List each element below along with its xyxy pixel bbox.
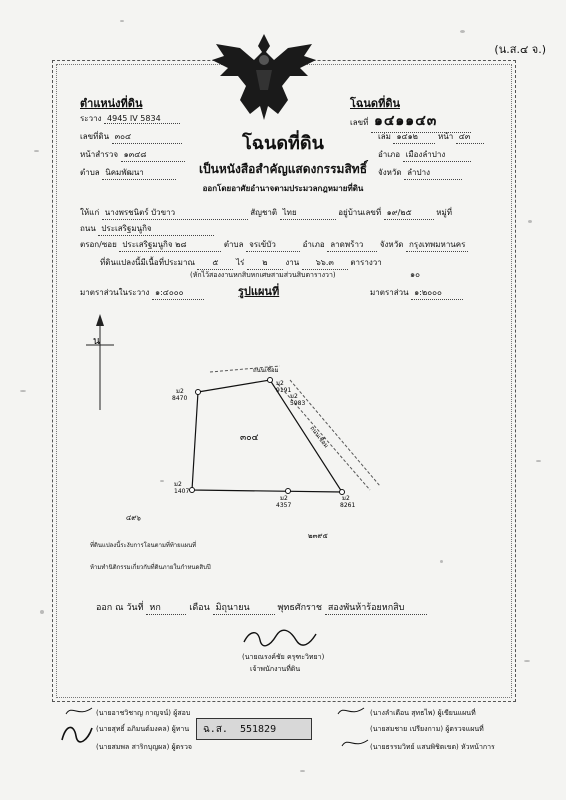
book-label: เล่ม: [378, 132, 391, 141]
area-ngan: ๒: [247, 256, 283, 270]
house-value: ๑๙/๒๕: [384, 206, 434, 220]
scale-right-label: มาตราส่วน: [370, 288, 409, 297]
marker-code: ม2: [174, 481, 182, 488]
marker-number: 4357: [276, 502, 292, 509]
area-decimal: ๑๐: [410, 270, 420, 279]
marker-pin: [268, 378, 273, 383]
land-no-label: เลขที่ดิน: [80, 132, 110, 141]
amphoe-label: อำเภอ: [378, 150, 401, 159]
area-rai: ๕: [197, 256, 233, 270]
owner-province-value: กรุงเทพมหานคร: [406, 238, 468, 252]
document-title: โฉนดที่ดิน: [242, 133, 324, 154]
road-value: ประเสริฐมนูกิจ: [98, 222, 214, 236]
signature-scribble: [340, 736, 370, 750]
signer-right-3: [370, 742, 495, 753]
signer-left-2: [96, 724, 189, 735]
signer-role: ผู้เขียนแผนที่: [437, 709, 476, 717]
neighbor-right: ๒๓๙๕: [308, 532, 328, 540]
issue-year: สองพันห้าร้อยหกสิบ: [325, 600, 427, 615]
issue-month: มิถุนายน: [213, 600, 275, 615]
signer-name: (นายสมพล สาริกบุญผล): [96, 743, 170, 751]
issue-day: หก: [146, 600, 186, 615]
area-wa-label: ตารางวา: [350, 258, 382, 267]
road-label: ถนน: [80, 224, 96, 233]
parcel-number: ๓๐๔: [240, 433, 259, 443]
serial-prefix: ฉ.ส.: [203, 723, 228, 735]
marker-number: 5983: [290, 400, 306, 407]
owner-row: [80, 206, 452, 220]
signer-name: (นายสุทธิ์ อภิมนต์มงคล): [96, 725, 170, 733]
area-rai-label: ไร่: [235, 258, 245, 267]
neighbor-left: ๔๙๖: [126, 514, 141, 522]
marker-number: 1407: [174, 488, 190, 495]
signature-scribble: [60, 722, 94, 744]
officer-signature: [240, 628, 320, 648]
marker-code: ม2: [280, 495, 288, 502]
marker-code: ม2: [290, 393, 298, 400]
soi-row: [80, 238, 468, 252]
north-label: น: [93, 336, 100, 347]
page-label: หน้า: [438, 132, 454, 141]
signer-right-2: [370, 724, 484, 735]
rawang-row: [80, 112, 180, 125]
map-title: รูปแผนที่: [238, 285, 280, 298]
parcel-map: [80, 300, 500, 560]
marker-code: ม2: [276, 380, 284, 387]
scale-left-label: มาตราส่วนในระวาง: [80, 288, 150, 297]
road-row: [80, 222, 214, 236]
issue-year-label: พุทธศักราช: [277, 603, 323, 613]
signer-name: (นายอาชวิชาญ กาญจน์): [96, 709, 171, 717]
serial-number: 551829: [239, 723, 277, 735]
deed-header: โฉนดที่ดิน: [350, 97, 400, 110]
moo-label: หมู่ที่: [436, 208, 453, 217]
owner-prefix: ให้แก่: [80, 208, 100, 217]
district-value: ลาดพร้าว: [327, 238, 377, 252]
signer-role: ผู้ตรวจแผนที่: [445, 725, 484, 733]
land-no-value: ๓๐๔: [112, 130, 182, 144]
signer-left-1: [96, 708, 190, 719]
scale-right-value: ๑:๒๐๐๐: [411, 286, 463, 300]
deed-no-label: เลขที่: [350, 118, 369, 127]
subdistrict-label: ตำบล: [223, 240, 244, 249]
page-value: ๔๓: [456, 130, 484, 144]
garuda-emblem-icon: [208, 30, 320, 122]
serial-number-box: [196, 718, 312, 740]
marker-pin: [196, 390, 201, 395]
soi-value: ประเสริฐมนูกิจ ๒๘: [119, 238, 221, 252]
subdistrict-value: จรเข้บัว: [246, 238, 300, 252]
document-subtitle: เป็นหนังสือสำคัญแสดงกรรมสิทธิ์: [198, 162, 368, 176]
signer-role: ผู้ตรวจ: [171, 743, 192, 751]
owner-province-label: จังหวัด: [379, 240, 404, 249]
nationality-label: สัญชาติ: [250, 208, 278, 217]
road-top-label: ถนนเชื่อม: [253, 367, 279, 374]
signer-name: (นายสมชาย เปรียงกาม): [370, 725, 444, 733]
signature-scribble: [336, 704, 366, 718]
survey-page-value: ๑๓๔๘: [121, 148, 185, 162]
location-header: ตำแหน่งที่ดิน: [80, 97, 143, 110]
road-side-label: ถนนเชื่อม: [308, 424, 330, 450]
deed-no-value: ๑๔๑๑๔๓: [371, 110, 471, 133]
issue-month-label: เดือน: [189, 603, 210, 613]
soi-label: ตรอก/ซอย: [80, 240, 117, 249]
map-note-2: ห้ามทำนิติกรรมเกี่ยวกับที่ดินภายในกำหนดสิบปี: [90, 564, 211, 571]
owner-name: นางพรชนิตร์ บัวขาว: [102, 206, 248, 220]
map-note-1: ที่ดินแปลงนี้ระงับการโอนตามที่ท้ายแผนที่: [90, 542, 197, 549]
area-note: (หักไว้สองงานหกสิบหกเศษสามส่วนสิบตารางวา): [190, 271, 336, 279]
signature-scribble: [64, 704, 94, 718]
scale-right: [370, 286, 463, 300]
nationality-value: ไทย: [280, 206, 336, 220]
form-code: (น.ส.๔ จ.): [494, 43, 546, 56]
book-value: ๑๔๑๒: [393, 130, 435, 144]
signer-right-1: [370, 708, 476, 719]
area-row: [100, 256, 382, 270]
tambon-label: ตำบล: [80, 168, 100, 177]
signer-role: ผู้สอบ: [173, 709, 191, 717]
marker-number: 9191: [276, 387, 292, 394]
area-ngan-label: งาน: [285, 258, 300, 267]
marker-code: ม2: [342, 495, 350, 502]
marker-pin: [286, 489, 291, 494]
scale-left: [80, 286, 204, 300]
scale-left-value: ๑:๔๐๐๐: [152, 286, 204, 300]
issue-day-label: วันที่: [126, 603, 144, 613]
house-label: อยู่บ้านเลขที่: [338, 208, 382, 217]
province-value: ลำปาง: [404, 166, 462, 180]
issue-at: ณ: [115, 603, 124, 613]
area-wa: ๖๖.๓: [302, 256, 348, 270]
officer-title: เจ้าพนักงานที่ดิน: [250, 665, 301, 673]
marker-code: ม2: [176, 388, 184, 395]
issue-prefix: ออก: [96, 603, 113, 613]
issued-by-text: ออกโดยอาศัยอำนาจตามประมวลกฎหมายที่ดิน: [202, 184, 364, 193]
survey-page-label: หน้าสำรวจ: [80, 150, 119, 159]
rawang-label: ระวาง: [80, 114, 102, 123]
officer-name: (นายณรงค์ชัย ครุฑะวิทยา): [242, 653, 325, 661]
area-text: ที่ดินแปลงนี้มีเนื้อที่ประมาณ: [100, 258, 195, 267]
signer-name: (นายธรรมวิทย์ แสนพิชิตเขต): [370, 743, 459, 751]
marker-pin: [340, 490, 345, 495]
marker-number: 8470: [172, 395, 188, 402]
amphoe-value: เมืองลำปาง: [403, 148, 471, 162]
north-arrow-icon: [86, 314, 114, 410]
rawang-value: 4945 IV 5834: [104, 114, 180, 124]
marker-pin: [190, 488, 195, 493]
signer-role: หัวหน้าการ: [461, 743, 495, 751]
tambon-value: นิคมพัฒนา: [102, 166, 176, 180]
issue-row: [96, 600, 427, 615]
district-label: อำเภอ: [302, 240, 325, 249]
signer-name: (นางลำเดือน สุทธไพ): [370, 709, 436, 717]
signer-left-3: [96, 742, 192, 753]
province-label: จังหวัด: [378, 168, 402, 177]
signer-role: ผู้ทาน: [171, 725, 190, 733]
marker-number: 8261: [340, 502, 356, 509]
